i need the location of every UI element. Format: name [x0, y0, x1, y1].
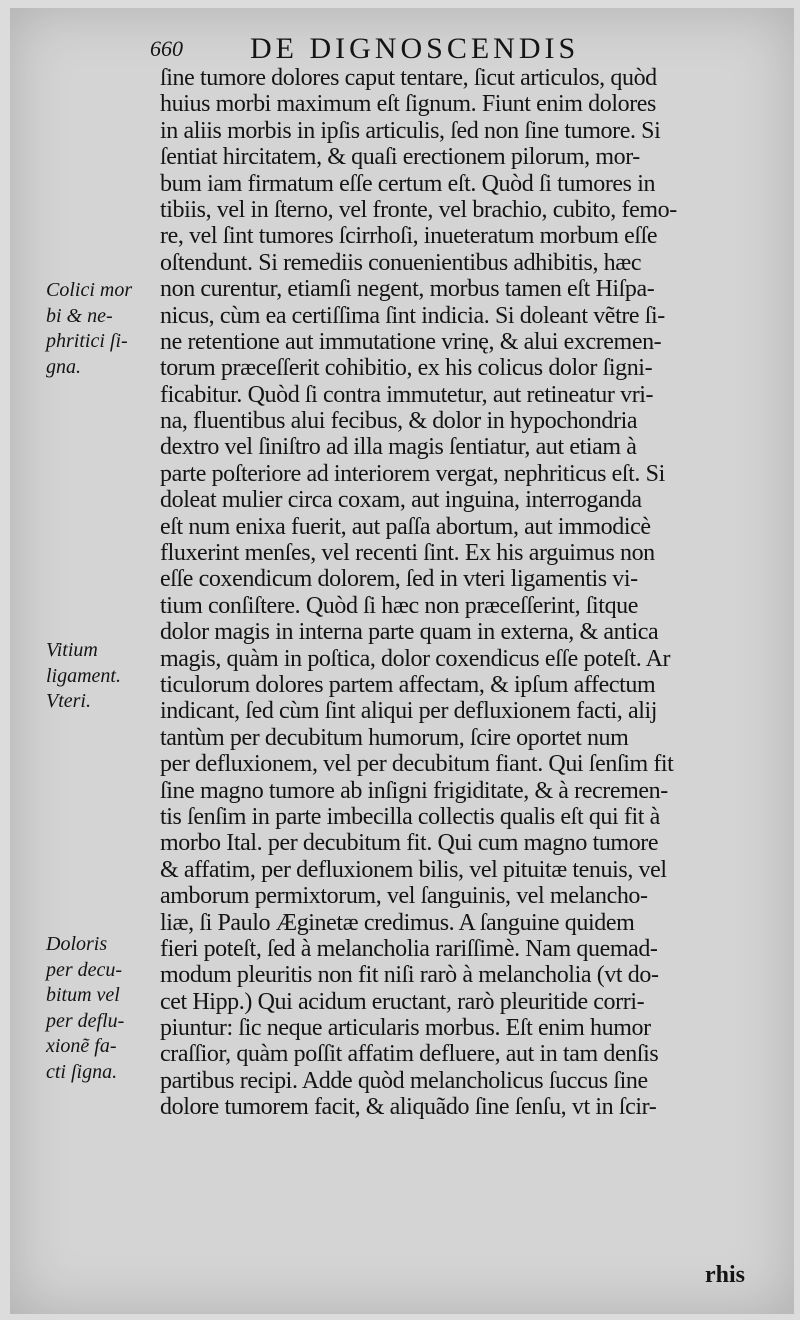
text-line: per defluxionem, vel per decubitum fiant. Qui ſenſim fit — [160, 751, 674, 778]
text-line: dolor magis in interna parte quam in externa, & antica — [160, 619, 659, 646]
margin-note-line: gna. — [46, 355, 81, 378]
margin-note-colic-signs — [46, 278, 132, 380]
text-line: non curentur, etiamſi negent, morbus tamen eſt Hiſpa- — [160, 276, 655, 303]
text-line: dextro vel ſiniſtro ad illa magis ſentiatur, aut etiam à — [160, 434, 637, 461]
margin-note-line: xionẽ fa- — [46, 1035, 117, 1057]
text-line: ticulorum dolores partem affectam, & ipſum affectum — [160, 671, 656, 698]
margin-note-pain-signs — [46, 932, 124, 1085]
margin-note-uterine-ligament — [46, 638, 121, 715]
text-line: ſine tumore dolores caput tentare, ſicut articulos, quòd — [160, 65, 657, 91]
margin-note-line: cti ſigna. — [46, 1060, 118, 1083]
text-line: tantùm per decubitum humorum, ſcire oportet num — [160, 724, 629, 751]
text-line: huius morbi maximum eſt ſignum. Fiunt enim dolores — [160, 91, 656, 118]
text-line: torum præceſſerit cohibitio, ex his colicus dolor ſigni- — [160, 355, 653, 382]
text-line: eſt num enixa fuerit, aut paſſa abortum, aut immodicè — [160, 513, 651, 540]
text-line: parte poſteriore ad interiorem vergat, nephriticus eſt. Si — [160, 460, 665, 487]
text-line: in aliis morbis in ipſis articulis, ſed non ſine tumore. Si — [160, 117, 661, 144]
main-text — [160, 65, 785, 1147]
text-line: ficabitur. Quòd ſi contra immutetur, aut retineatur vri- — [160, 381, 654, 408]
text-line: ne retentione aut immutatione vrinę, & alui excremen- — [160, 328, 662, 355]
text-line: dolore tumorem facit, & aliquãdo ſine ſenſu, vt in ſcir- — [160, 1094, 657, 1121]
text-line: partibus recipi. Adde quòd melancholicus ſuccus ſine — [160, 1067, 648, 1094]
text-line: & affatim, per defluxionem bilis, vel pituitæ tenuis, vel — [160, 856, 667, 883]
text-line: nicus, cùm ea certiſſima ſint indicia. Si doleant vẽtre ſi- — [160, 302, 665, 329]
text-line: bum iam firmatum eſſe certum eſt. Quòd ſi tumores in — [160, 170, 656, 197]
text-line: tibiis, vel in ſterno, vel fronte, vel brachio, cubito, femo- — [160, 196, 677, 223]
margin-note-line: Doloris — [46, 933, 108, 955]
text-line: tis ſenſim in parte imbecilla collectis qualis eſt qui fit à — [160, 803, 660, 830]
margin-note-line: Colici mor — [46, 279, 133, 301]
text-line: ſine magno tumore ab inſigni frigiditate, & à recremen- — [160, 777, 668, 804]
page-header — [150, 30, 790, 70]
text-line: fieri poteſt, ſed à melancholia rariſſimè. Nam quemad- — [160, 935, 658, 962]
text-line: modum pleuritis non fit niſi rarò à melancholia (vt do- — [160, 962, 659, 989]
margin-note-line: bi & ne- — [46, 304, 113, 327]
text-line: fluxerint menſes, vel recenti ſint. Ex his arguimus non — [160, 540, 655, 567]
text-line: morbo Ital. per decubitum fit. Qui cum magno tumore — [160, 830, 659, 857]
text-line: magis, quàm in poſtica, dolor coxendicus eſſe poteſt. Ar — [160, 645, 671, 672]
margin-note-line: Vitium — [46, 639, 98, 661]
text-line: tium conſiſtere. Quòd ſi hæc non præceſſerint, ſitque — [160, 592, 639, 619]
text-line: doleat mulier circa coxam, aut inguina, interroganda — [160, 487, 642, 514]
text-line: oſtendunt. Si remediis conuenientibus adhibitis, hæc — [160, 249, 642, 276]
text-line: eſſe coxendicum dolorem, ſed in vteri ligamentis vi- — [160, 566, 638, 593]
margin-note-line: phritici ſi- — [46, 330, 128, 352]
margin-note-line: ligament. — [46, 664, 121, 687]
text-line: amborum permixtorum, vel ſanguinis, vel melancho- — [160, 883, 648, 910]
text-line: re, vel ſint tumores ſcirrhoſi, inueteratum morbum eſſe — [160, 223, 658, 250]
running-title: DE DIGNOSCENDIS — [250, 32, 580, 65]
text-line: ſentiat hircitatem, & quaſi erectionem pilorum, mor- — [160, 144, 640, 171]
text-line: na, fluentibus alui fecibus, & dolor in hypochondria — [160, 408, 638, 435]
page-number: 660 — [150, 36, 183, 61]
text-line: cet Hipp.) Qui acidum eructant, rarò pleuritide corri- — [160, 988, 645, 1015]
text-line — [160, 1121, 785, 1147]
margin-note-line: per decu- — [46, 958, 123, 981]
text-line: indicant, ſed cùm ſint aliqui per defluxionem facti, alij — [160, 698, 658, 725]
margin-note-line: bitum vel — [46, 984, 120, 1006]
margin-note-line: Vteri. — [46, 690, 91, 712]
text-line: craſſior, quàm poſſit affatim defluere, aut in tam denſis — [160, 1041, 659, 1068]
catchword: rhis — [705, 1262, 746, 1288]
margin-note-line: per deflu- — [46, 1009, 125, 1032]
text-line: liæ, ſi Paulo Æginetæ credimus. A ſanguine quidem — [160, 909, 635, 936]
text-line: piuntur: ſic neque articularis morbus. Eſt enim humor — [160, 1015, 651, 1042]
